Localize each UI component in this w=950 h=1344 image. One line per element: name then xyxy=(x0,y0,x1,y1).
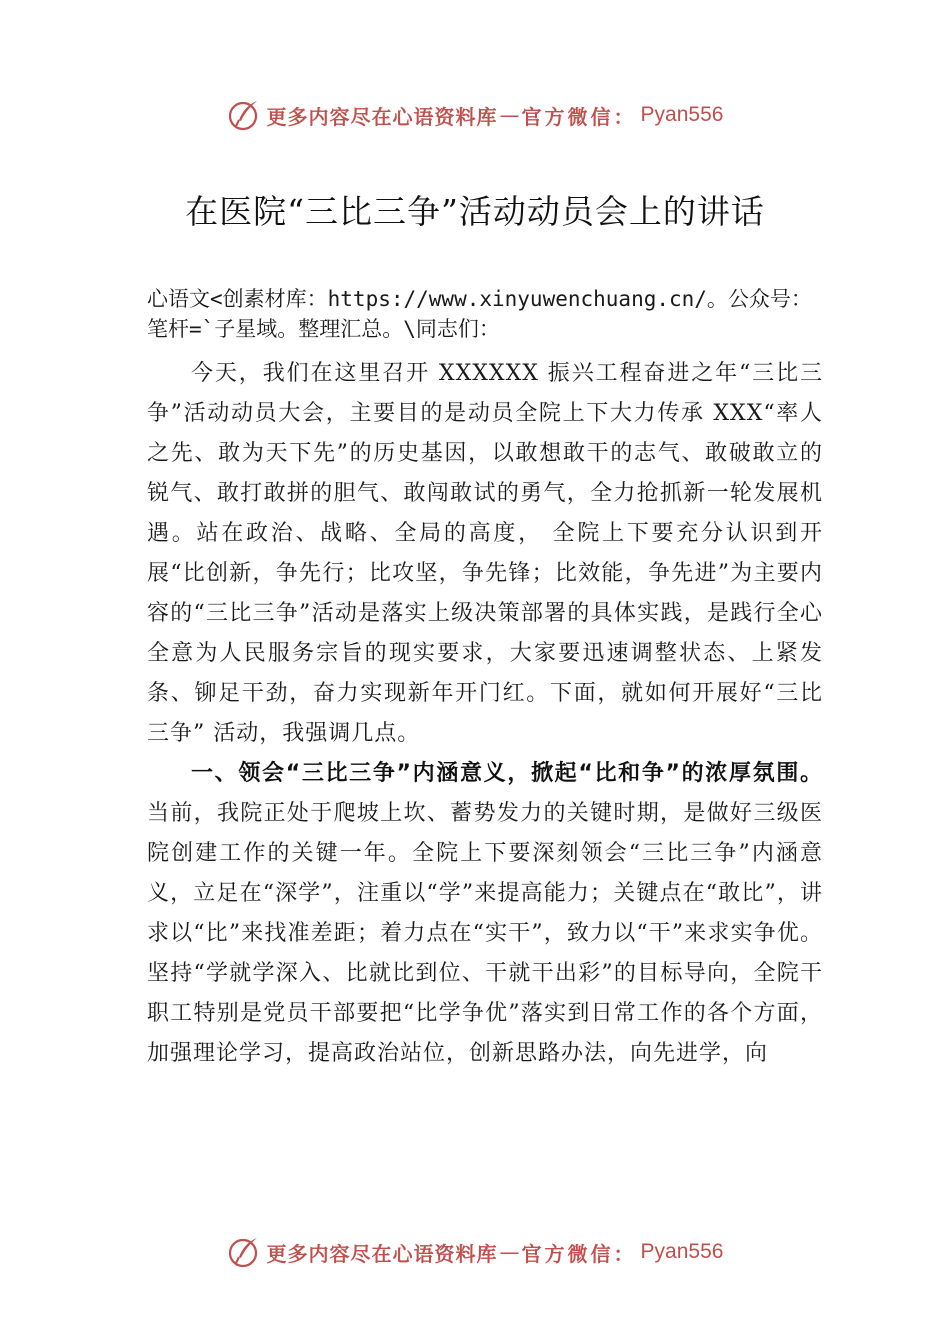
section-1-heading: 一、领会“三比三争”内涵意义，掀起“比和争”的浓厚氛围。 xyxy=(191,761,823,786)
banner-wechat-label: 官方微信： xyxy=(521,104,637,129)
paragraph-1: 今天，我们在这里召开 XXXXXX 振兴工程奋进之年“三比三争”活动动员大会，主要目的是动员全院上下大力传承 XXX“率人之先、敢为天下先”的历史基因，以敢想敢干的志气、敢破敢立的锐气、敢打敢拼的胆气、敢闯敢试的勇气，全力抢抓新一轮发展机遇。站在政治、战略、全局的高度， 全院上下要充分认识到开展“比创新，争先行；比攻坚，争先锋；比效能，争先进”为主要内容的“三比三争”活动是落实上级决策部署的具体实践，是践行全心全意为人民服务宗旨的现实要求，大家要迅速调整状态、上紧发条、铆足干劲，奋力实现新年开门红。下面，就如何开展好“三比三争” 活动，我强调几点。 xyxy=(147,361,823,746)
banner-wechat-id: Pyan556 xyxy=(640,103,724,126)
banner-dash: — xyxy=(499,103,520,127)
footer-banner xyxy=(0,1232,950,1272)
section-1-paragraph xyxy=(147,754,823,1074)
intro-line: 心语文<创素材库：https://www.xinyuwenchuang.cn/。公众号：笔杆=`子星域。整理汇总。\同志们： xyxy=(147,287,812,341)
quill-logo-icon xyxy=(227,98,261,132)
banner-dash: — xyxy=(499,1240,520,1264)
banner-slogan: 更多内容尽在心语资料库 xyxy=(266,1241,498,1266)
document-title: 在医院“三比三争”活动动员会上的讲话 xyxy=(185,192,765,231)
section-1-body: 当前，我院正处于爬坡上坎、蓄势发力的关键时期，是做好三级医院创建工作的关键一年。全院上下要深刻领会“三比三争”内涵意义，立足在“深学”，注重以“学”来提高能力；关键点在“敢比”，讲求以“比”来找准差距；着力点在“实干”，致力以“干”来求实争优。坚持“学就学深入、比就比到位、干就干出彩”的目标导向，全院干职工特别是党员干部要把“比学争优”落实到日常工作的各个方面，加强理论学习，提高政治站位，创新思路办法，向先进学，向 xyxy=(147,801,824,1066)
quill-logo-icon xyxy=(227,1235,261,1269)
header-banner xyxy=(0,95,950,135)
banner-slogan: 更多内容尽在心语资料库 xyxy=(266,104,498,129)
document-body xyxy=(147,284,823,1074)
banner-wechat-label: 官方微信： xyxy=(521,1241,637,1266)
banner-wechat-id: Pyan556 xyxy=(640,1240,724,1263)
